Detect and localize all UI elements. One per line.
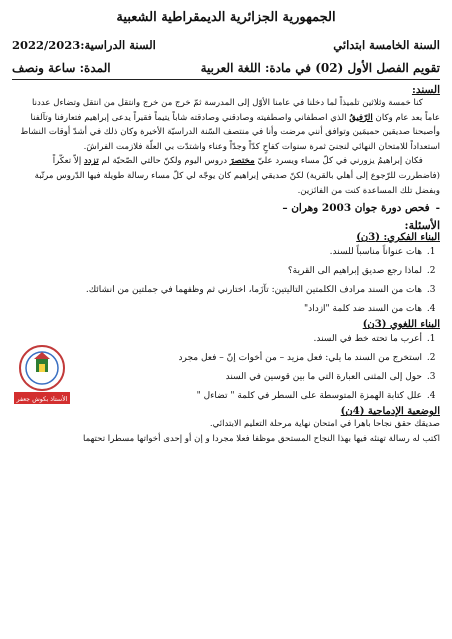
list-item: 2. استخرج من السند ما يلي: فعل مزيد – من أخوات إنّ – فعل مجرد (12, 349, 424, 368)
text-line: عاماً بعد عام وكان الرّفيقُ الذي اصطفاني واصطفيته وصادقني وصادقته شاباً يتيماً فقيراً يدعى إبراهيم فتعارفنا وتآلفنا (30, 112, 440, 123)
exam-title: تقويم الفصل الأول (02) في مادة: اللغة العربية (200, 61, 440, 75)
part3-title: الوضعية الإدماجية (4ن) (340, 406, 440, 418)
duration-label: المدة: ساعة ونصف (12, 61, 111, 75)
text-body (12, 96, 440, 198)
underlined-word: مختصرَ (229, 156, 255, 167)
part2-title: البناء اللغوي (3ن) (362, 319, 440, 331)
part2-list (12, 330, 440, 406)
list-item: 4. علل كتابة الهمزة المتوسطة على السطر في كلمة " تضاءل " (12, 387, 424, 406)
level-label: السنة الخامسة ابتدائي (333, 38, 440, 52)
part3-body (12, 417, 440, 447)
questions-heading: الأسئلة: (404, 219, 440, 233)
text-line: وبفضل تلك المساعدة كنت من الفائزين. (297, 185, 440, 196)
list-item: 1. أعرب ما تحته خط في السند. (12, 330, 424, 349)
list-item: 1. هات عنواناً مناسباً للسند. (12, 243, 424, 262)
teacher-stamp-logo (12, 342, 72, 408)
text-heading: السند: (411, 84, 440, 96)
header-row-2 (12, 61, 440, 75)
underlined-word: الرّفيقُ (349, 112, 373, 123)
header-divider (12, 79, 440, 80)
school-year-label: السنة الدراسية:2022/2023 (12, 38, 156, 52)
list-item: 2. لماذا رجع صديق إبراهيم الى القرية؟ (12, 262, 424, 281)
text-line: صديقك حقق نجاحا باهرا في امتحان نهاية مرحلة التعليم الابتدائي. (209, 419, 440, 430)
part1-title: البناء الفكري: (3ن) (356, 232, 440, 244)
part1-list (12, 243, 440, 319)
text-line: فكان إبراهيمُ يزورني في كلّ مساء ويسرد عليّ مختصرَ دروس اليوم ولكنّ حالتي الصّحيّة لم تزدد إلاّ تعكّراً (52, 156, 423, 167)
text-line: (فاضطررت للرّجوع إلى أهلي بالقرية) لكنّ صديقي إبراهيم كان يوجّه لي كلّ مساء رسالة طويلة فيها الدّروس مرتّبة (34, 170, 440, 181)
list-item: 3. حول إلى المثنى العبارة التي ما بين قوسين في السند (12, 368, 424, 387)
underlined-word: تزدد (83, 156, 99, 167)
header-row-1 (12, 38, 440, 52)
text-source: -فحص دورة جوان 2003 وهران – (282, 202, 440, 215)
stamp-caption: الأستاذ بكوش جعفر (16, 396, 68, 403)
text-line: اكتب له رسالة تهنئه فيها بهذا النجاح المستحق موظفا فعلا مجردا و إن أو إحدى أخواتها مسطرا تحتهما (83, 434, 440, 445)
text-line: استعداداً للامتحان النهائي لنجنيَ ثمرة سنوات كفاحٍ كدّاً وجدّاً وعناء واشتدّت بي العلّة فلازمت الفراشَ. (83, 141, 440, 152)
list-item: 3. هات من السند مرادف الكلمتين التاليتين: تآزَما، اختارني ثم وظفهما في جملتين من انشائك. (12, 281, 424, 300)
text-line: كنا خمسة وثلاثين تلميذاً لما دخلنا في عامنا الأوّل إلى المدرسة ثمّ خرج من خرج وانتقل من انتقل وتضاءل عددنا (32, 98, 423, 108)
list-item: 4. هات من السند ضد كلمة "ازداد" (12, 300, 424, 319)
republic-title: الجمهورية الجزائرية الديمقراطية الشعبية (116, 10, 336, 25)
text-line: وأصبحنا صديقين حميمَين وتوافق أنني مرضت وأنا في منتصف السّنة الدراسيّة الأخيرة وكان ذلك في أشدّ أوقات النشاط (20, 127, 440, 138)
